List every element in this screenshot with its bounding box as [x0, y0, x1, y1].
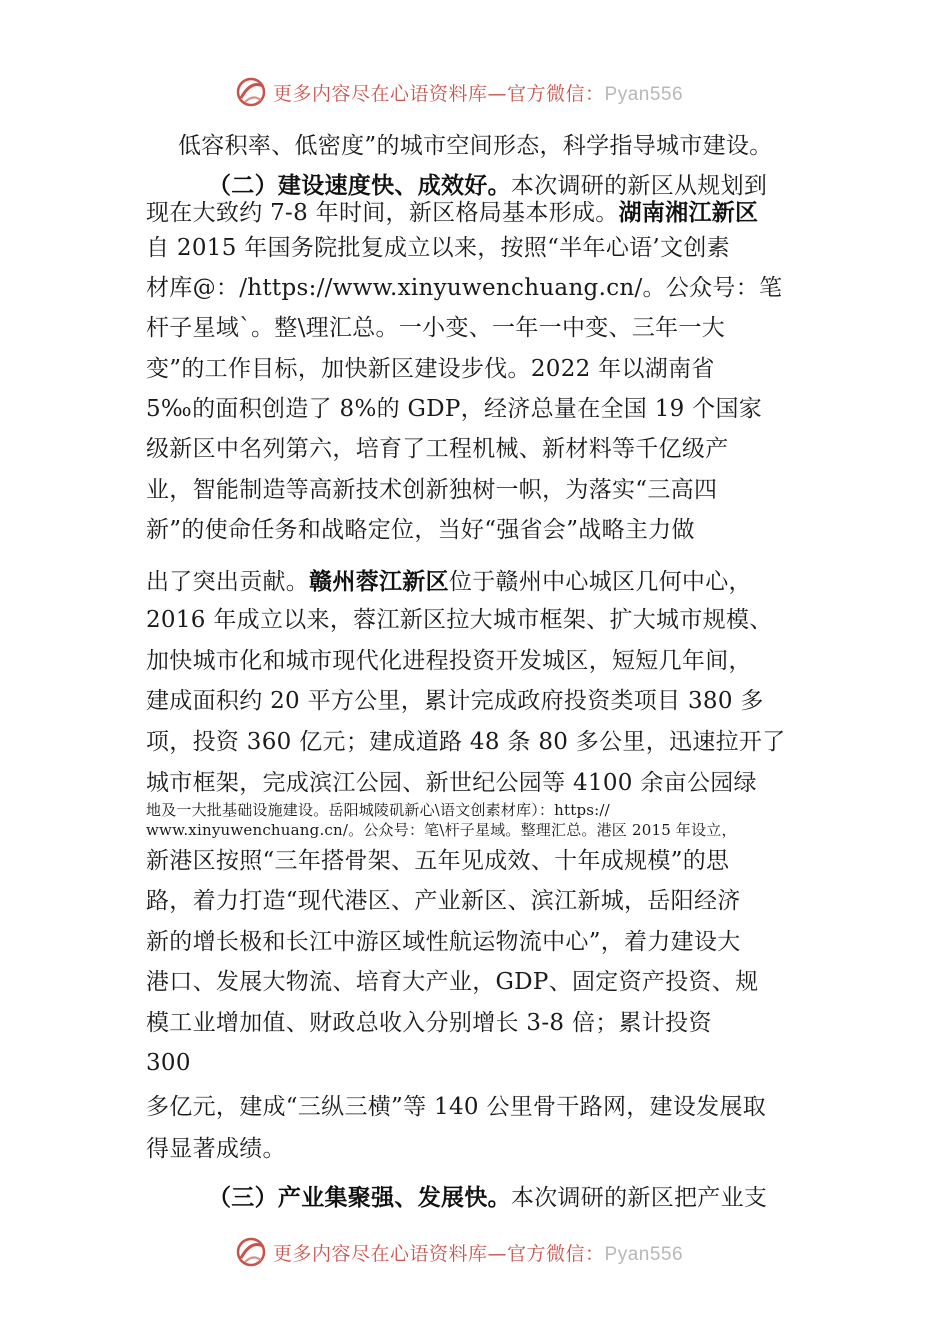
text-line: 300 [146, 1050, 191, 1076]
text-line: 项，投资 360 亿元；建成道路 48 条 80 多公里，迅速拉开了 [146, 729, 786, 755]
text-line: 低容积率、低密度”的城市空间形态，科学指导城市建设。 [178, 133, 773, 159]
region-name: 赣州蓉江新区 [309, 569, 449, 595]
text-line: 港口、发展大物流、培育大产业，GDP、固定资产投资、规 [146, 969, 759, 995]
logo-icon [233, 74, 269, 110]
text-line: 城市框架，完成滨江公园、新世纪公园等 4100 余亩公园绿 [146, 770, 757, 796]
text-line: 多亿元，建成“三纵三横”等 140 公里骨干路网，建设发展取 [146, 1094, 767, 1120]
text-line: 现在大致约 7-8 年时间，新区格局基本形成。湖南湘江新区 [146, 200, 759, 226]
logo-icon [233, 1234, 269, 1270]
watermark-text: 更多内容尽在心语资料库—官方微信：Pyan556 [273, 82, 684, 105]
text-line: 路，着力打造“现代港区、产业新区、滨江新城，岳阳经济 [146, 888, 741, 914]
text-line: 杆子星域`。整\理汇总。一小变、一年一中变、三年一大 [146, 315, 726, 341]
text-line: 自 2015 年国务院批复成立以来，按照“半年心语’文创素 [146, 235, 730, 261]
watermark-banner-top [233, 72, 683, 112]
text-line: （二）建设速度快、成效好。本次调研的新区从规划到 [208, 173, 768, 199]
text-line: 加快城市化和城市现代化进程投资开发城区，短短几年间， [146, 648, 752, 674]
text-line: （三）产业集聚强、发展快。本次调研的新区把产业支 [208, 1185, 768, 1211]
text-line: 得显著成绩。 [146, 1136, 286, 1162]
text-line: 材库@：/https://www.xinyuwenchuang.cn/。公众号：笔 [146, 275, 783, 301]
text-line: 新”的使命任务和战略定位，当好“强省会”战略主力做 [146, 517, 695, 543]
text-line: 出了突出贡献。赣州蓉江新区位于赣州中心城区几何中心， [146, 569, 752, 595]
text-line: 建成面积约 20 平方公里，累计完成政府投资类项目 380 多 [146, 688, 764, 714]
text-line: 变”的工作目标，加快新区建设步伐。2022 年以湖南省 [146, 356, 715, 382]
watermark-text: 更多内容尽在心语资料库—官方微信：Pyan556 [273, 1242, 684, 1265]
text-line: 新港区按照“三年搭骨架、五年见成效、十年成规模”的思 [146, 848, 730, 874]
text-line: 新的增长极和长江中游区域性航运物流中心”，着力建设大 [146, 929, 741, 955]
watermark-banner-bottom [233, 1232, 683, 1272]
text-line: 业，智能制造等高新技术创新独树一帜，为落实“三高四 [146, 477, 718, 503]
section-heading: （三）产业集聚强、发展快。 [208, 1185, 511, 1211]
text-line: 2016 年成立以来，蓉江新区拉大城市框架、扩大城市规模、 [146, 607, 773, 633]
text-line: 级新区中名列第六，培育了工程机械、新材料等千亿级产 [146, 436, 729, 462]
text-line: 模工业增加值、财政总收入分别增长 3-8 倍；累计投资 [146, 1010, 712, 1036]
text-line-small: 地及一大批基础设施建设。岳阳城陵矶新心\语文创素材库）：https:// [146, 801, 610, 819]
region-name: 湖南湘江新区 [618, 200, 759, 226]
section-heading: （二）建设速度快、成效好。 [208, 173, 511, 199]
text-line: 5‰的面积创造了 8%的 GDP，经济总量在全国 19 个国家 [146, 396, 763, 422]
text-line-small: www.xinyuwenchuang.cn/。公众号：笔\杆子星域。整理汇总。港区 2015 年设立， [146, 821, 737, 839]
